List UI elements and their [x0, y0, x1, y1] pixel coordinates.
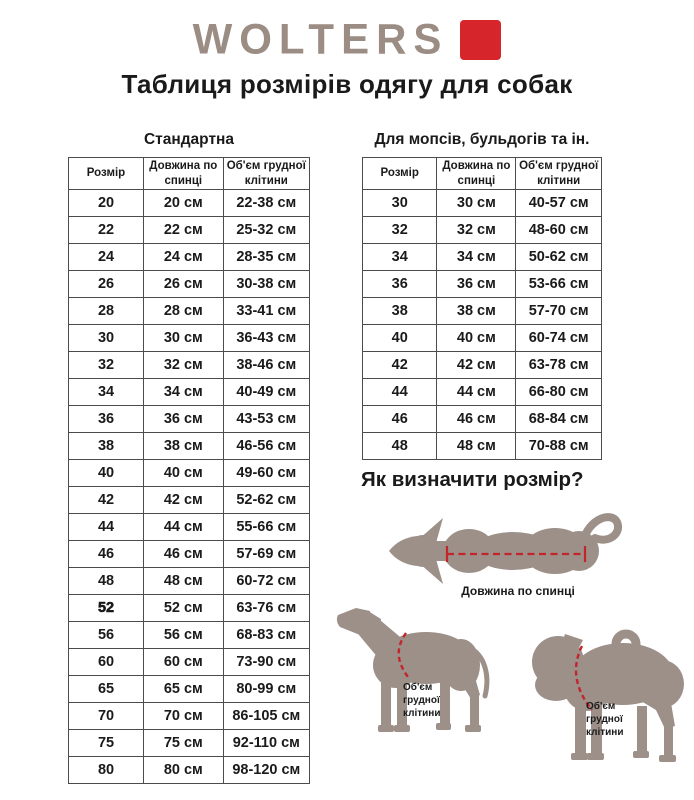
- size-cell: 52: [69, 595, 144, 622]
- size-cell: 30: [69, 325, 144, 352]
- size-cell: 28 см: [144, 298, 224, 325]
- column-header: Розмір: [69, 158, 144, 190]
- size-cell: 68-83 см: [223, 622, 309, 649]
- size-cell: 92-110 см: [223, 730, 309, 757]
- size-row: [69, 595, 310, 622]
- column-header: Довжина по спинці: [144, 158, 224, 190]
- size-cell: 46 см: [144, 541, 224, 568]
- size-row: [69, 460, 310, 487]
- size-row: [69, 298, 310, 325]
- size-cell: 86-105 см: [223, 703, 309, 730]
- chest-volume-label-line: грудної: [403, 695, 440, 706]
- size-row: [69, 568, 310, 595]
- size-cell: 48 см: [144, 568, 224, 595]
- size-cell: 46 см: [437, 406, 516, 433]
- size-cell: 33-41 см: [223, 298, 309, 325]
- size-cell: 24: [69, 244, 144, 271]
- size-cell: 28: [69, 298, 144, 325]
- size-cell: 22 см: [144, 217, 224, 244]
- size-cell: 80-99 см: [223, 676, 309, 703]
- size-row: [69, 379, 310, 406]
- size-cell: 44 см: [144, 514, 224, 541]
- size-cell: 70-88 см: [516, 433, 602, 460]
- column-header: Довжина по спинці: [437, 158, 516, 190]
- size-cell: 63-76 см: [223, 595, 309, 622]
- size-cell: 56 см: [144, 622, 224, 649]
- size-cell: 50-62 см: [516, 244, 602, 271]
- column-header: Об'єм грудної клітини: [223, 158, 309, 190]
- size-cell: 40 см: [437, 325, 516, 352]
- pugs-size-table: [362, 157, 602, 460]
- size-cell: 49-60 см: [223, 460, 309, 487]
- size-cell: 57-70 см: [516, 298, 602, 325]
- size-cell: 36: [69, 406, 144, 433]
- pugs-table-section: [362, 128, 602, 460]
- dog-silhouette: [389, 517, 618, 584]
- chest-volume-label: [403, 681, 441, 720]
- brand-logo: [0, 14, 694, 63]
- size-cell: 70: [69, 703, 144, 730]
- size-cell: 60: [69, 649, 144, 676]
- size-cell: 26 см: [144, 271, 224, 298]
- size-row: [363, 298, 602, 325]
- size-cell: 34: [69, 379, 144, 406]
- standard-table-section: [68, 128, 310, 784]
- size-cell: 24 см: [144, 244, 224, 271]
- size-cell: 34 см: [437, 244, 516, 271]
- size-row: [69, 676, 310, 703]
- size-cell: 60-74 см: [516, 325, 602, 352]
- size-cell: 38: [363, 298, 437, 325]
- size-cell: 40: [69, 460, 144, 487]
- size-row: [363, 217, 602, 244]
- size-row: [69, 325, 310, 352]
- pugs-table-caption: Для мопсів, бульдогів та ін.: [374, 131, 590, 148]
- size-row: [69, 244, 310, 271]
- size-row: [363, 244, 602, 271]
- header-row: [363, 158, 602, 190]
- standard-table-caption: Стандартна: [143, 131, 235, 148]
- size-cell: 42 см: [144, 487, 224, 514]
- size-row: [69, 622, 310, 649]
- size-cell: 46-56 см: [223, 433, 309, 460]
- size-row: [69, 352, 310, 379]
- size-cell: 20: [69, 190, 144, 217]
- size-guide-section: [333, 460, 694, 800]
- size-cell: 63-78 см: [516, 352, 602, 379]
- back-length-label: Довжина по спинці: [461, 584, 575, 598]
- size-cell: 44: [363, 379, 437, 406]
- size-row: [69, 649, 310, 676]
- size-cell: 32 см: [437, 217, 516, 244]
- size-cell: 30-38 см: [223, 271, 309, 298]
- size-cell: 46: [363, 406, 437, 433]
- size-cell: 80: [69, 757, 144, 784]
- size-cell: 70 см: [144, 703, 224, 730]
- size-row: [363, 271, 602, 298]
- size-cell: 46: [69, 541, 144, 568]
- size-cell: 48: [69, 568, 144, 595]
- size-cell: 36: [363, 271, 437, 298]
- size-cell: 42 см: [437, 352, 516, 379]
- size-row: [363, 190, 602, 217]
- size-cell: 42: [69, 487, 144, 514]
- size-cell: 32: [69, 352, 144, 379]
- size-row: [69, 703, 310, 730]
- size-cell: 66-80 см: [516, 379, 602, 406]
- size-cell: 38 см: [437, 298, 516, 325]
- size-cell: 48 см: [437, 433, 516, 460]
- chest-volume-label: [586, 700, 624, 739]
- size-row: [363, 379, 602, 406]
- chest-volume-label-line: Об'єм: [586, 701, 616, 712]
- size-row: [363, 406, 602, 433]
- size-cell: 43-53 см: [223, 406, 309, 433]
- size-cell: 75 см: [144, 730, 224, 757]
- size-cell: 68-84 см: [516, 406, 602, 433]
- size-row: [69, 487, 310, 514]
- size-cell: 22: [69, 217, 144, 244]
- guide-heading: Як визначити розмір?: [361, 468, 584, 491]
- standard-size-table: [68, 157, 310, 784]
- size-cell: 65 см: [144, 676, 224, 703]
- chest-volume-label-line: Об'єм: [403, 682, 433, 693]
- dog-top-view-illustration: [383, 505, 633, 589]
- dog-silhouette: [532, 634, 684, 762]
- size-cell: 52 см: [144, 595, 224, 622]
- size-cell: 57-69 см: [223, 541, 309, 568]
- size-row: [69, 433, 310, 460]
- size-cell: 30 см: [144, 325, 224, 352]
- size-cell: 56: [69, 622, 144, 649]
- size-row: [69, 514, 310, 541]
- size-cell: 73-90 см: [223, 649, 309, 676]
- size-row: [69, 406, 310, 433]
- size-row: [69, 730, 310, 757]
- size-cell: 40: [363, 325, 437, 352]
- bulldog-side-view-illustration: [525, 628, 694, 768]
- size-row: [363, 325, 602, 352]
- size-cell: 52-62 см: [223, 487, 309, 514]
- size-cell: 25-32 см: [223, 217, 309, 244]
- chest-volume-label-line: клітини: [403, 708, 441, 719]
- size-row: [363, 352, 602, 379]
- brand-logo-text: WOLTERS: [192, 14, 449, 63]
- header-row: [69, 158, 310, 190]
- size-cell: 20 см: [144, 190, 224, 217]
- chest-volume-label-line: грудної: [586, 714, 623, 725]
- size-cell: 53-66 см: [516, 271, 602, 298]
- column-header: Розмір: [363, 158, 437, 190]
- size-cell: 38: [69, 433, 144, 460]
- size-cell: 80 см: [144, 757, 224, 784]
- size-cell: 28-35 см: [223, 244, 309, 271]
- size-cell: 36-43 см: [223, 325, 309, 352]
- size-cell: 34: [363, 244, 437, 271]
- size-cell: 40 см: [144, 460, 224, 487]
- size-cell: 30 см: [437, 190, 516, 217]
- size-cell: 32: [363, 217, 437, 244]
- size-cell: 36 см: [144, 406, 224, 433]
- size-row: [69, 541, 310, 568]
- size-cell: 48-60 см: [516, 217, 602, 244]
- size-cell: 75: [69, 730, 144, 757]
- size-cell: 40-57 см: [516, 190, 602, 217]
- page-title: Таблиця розмірів одягу для собак: [121, 69, 573, 99]
- size-cell: 60-72 см: [223, 568, 309, 595]
- size-cell: 38-46 см: [223, 352, 309, 379]
- size-cell: 30: [363, 190, 437, 217]
- size-cell: 42: [363, 352, 437, 379]
- brand-red-square-icon: [460, 20, 501, 60]
- size-cell: 60 см: [144, 649, 224, 676]
- size-cell: 65: [69, 676, 144, 703]
- column-header: Об'єм грудної клітини: [516, 158, 602, 190]
- size-cell: 32 см: [144, 352, 224, 379]
- size-cell: 36 см: [437, 271, 516, 298]
- size-cell: 44: [69, 514, 144, 541]
- size-cell: 26: [69, 271, 144, 298]
- size-cell: 44 см: [437, 379, 516, 406]
- size-cell: 98-120 см: [223, 757, 309, 784]
- size-cell: 48: [363, 433, 437, 460]
- size-cell: 34 см: [144, 379, 224, 406]
- size-row: [69, 757, 310, 784]
- size-row: [69, 271, 310, 298]
- size-cell: 38 см: [144, 433, 224, 460]
- size-cell: 40-49 см: [223, 379, 309, 406]
- size-cell: 55-66 см: [223, 514, 309, 541]
- chest-volume-label-line: клітини: [586, 727, 624, 738]
- size-cell: 22-38 см: [223, 190, 309, 217]
- size-row: [363, 433, 602, 460]
- size-row: [69, 190, 310, 217]
- size-row: [69, 217, 310, 244]
